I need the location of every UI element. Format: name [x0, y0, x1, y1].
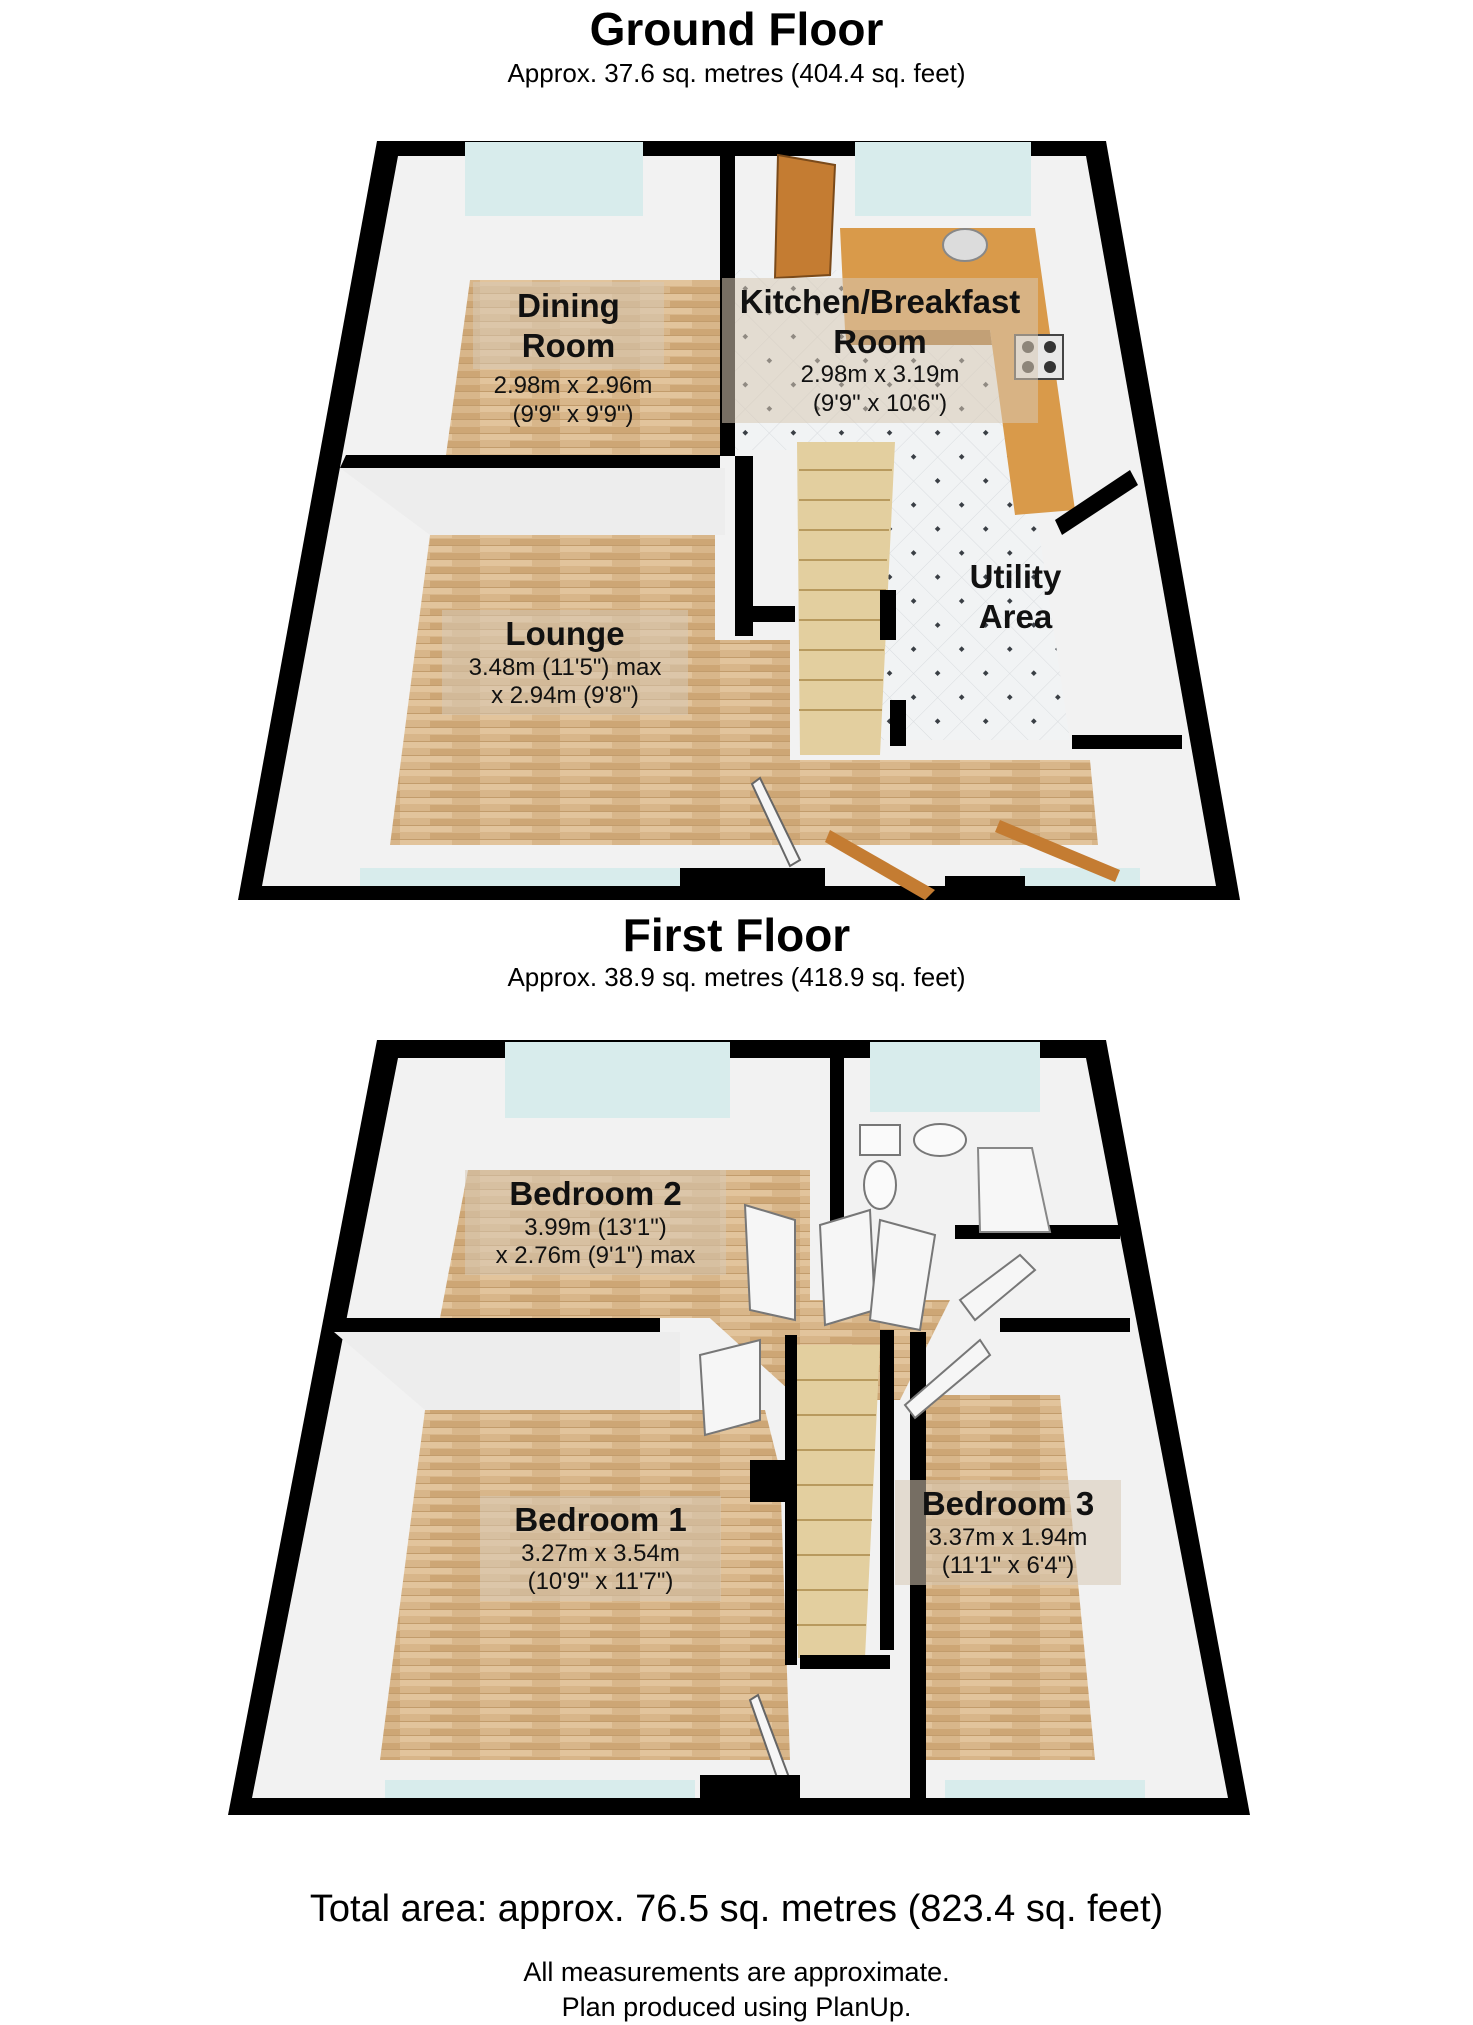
room-name-dining: Dining [517, 287, 620, 324]
room-dim-dining-metric: 2.98m x 2.96m [493, 372, 653, 399]
room-label-lounge [442, 610, 688, 715]
ground-floor-title: Ground Floor [589, 3, 884, 55]
room-label-bedroom1 [480, 1496, 721, 1601]
total-area: Total area: approx. 76.5 sq. metres (823.4 sq. feet) [309, 1888, 1164, 1930]
room-dim-bedroom2-1: 3.99m (13'1") [524, 1213, 667, 1241]
room-label-bedroom2 [465, 1170, 726, 1275]
room-label-utility [945, 553, 1086, 640]
footer-note-1: All measurements are approximate. [523, 1957, 950, 1987]
room-dim-bedroom1-2: (10'9" x 11'7") [527, 1568, 674, 1596]
room-dim-bedroom3-1: 3.37m x 1.94m [928, 1523, 1088, 1551]
room-dim-lounge-1: 3.48m (11'5") max [468, 653, 662, 681]
room-label-bedroom3 [895, 1480, 1121, 1585]
first-floor-area: Approx. 38.9 sq. metres (418.9 sq. feet) [507, 962, 966, 992]
first-floor-plan [228, 1040, 1250, 1815]
first-floor-title: First Floor [622, 909, 851, 961]
room-dims-dining [455, 368, 691, 434]
room-name-bedroom3: Bedroom 3 [921, 1485, 1095, 1522]
room-dim-dining-imperial: (9'9" x 9'9") [512, 400, 634, 428]
ground-floor-area: Approx. 37.6 sq. metres (404.4 sq. feet) [507, 58, 966, 88]
room-dim-bedroom2-2: x 2.76m (9'1") max [495, 1242, 696, 1270]
room-name-kitchen-2: Room [833, 322, 927, 360]
room-label-kitchen [722, 278, 1038, 423]
room-name-utility: Utility [969, 558, 1062, 595]
room-name-dining-2: Room [521, 326, 616, 364]
room-name-lounge: Lounge [505, 615, 625, 652]
room-label-dining [473, 282, 664, 369]
footer-note-2: Plan produced using PlanUp. [561, 1992, 912, 2022]
room-name-kitchen: Kitchen/Breakfast [739, 283, 1021, 320]
room-dim-lounge-2: x 2.94m (9'8") [491, 682, 639, 710]
room-name-bedroom2: Bedroom 2 [509, 1175, 682, 1212]
room-dim-bedroom3-2: (11'1" x 6'4") [941, 1552, 1075, 1580]
room-name-bedroom1: Bedroom 1 [514, 1501, 687, 1538]
room-name-utility-2: Area [978, 597, 1053, 635]
ground-floor-plan [238, 141, 1240, 900]
room-dim-kitchen-metric: 2.98m x 3.19m [800, 361, 960, 389]
room-dim-bedroom1-1: 3.27m x 3.54m [521, 1539, 680, 1567]
room-dim-kitchen-imperial: (9'9" x 10'6") [812, 389, 948, 417]
